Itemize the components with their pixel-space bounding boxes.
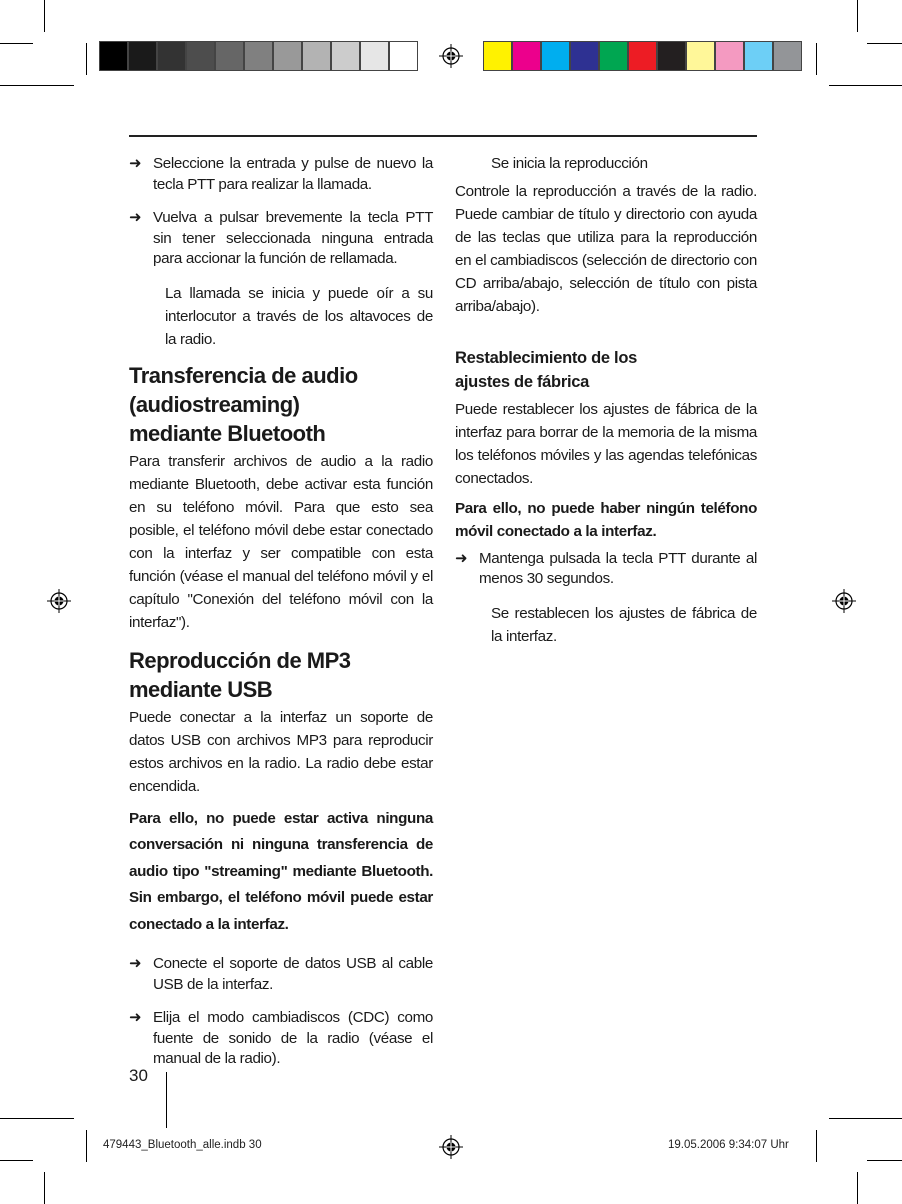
gray-swatch-8: [302, 41, 331, 71]
crop-mark-bottom-right-horizontal-2: [829, 1118, 902, 1119]
color-swatch-3: [541, 41, 570, 71]
color-swatch-9: [715, 41, 744, 71]
body-paragraph: Puede restablecer los ajustes de fábrica de la interfaz para borrar de la memoria de la misma los teléfonos móviles y las agendas telefónicas conectados.: [455, 400, 757, 487]
gray-swatch-1: [99, 41, 128, 71]
registration-mark-bottom: [439, 1135, 463, 1159]
color-swatch-2: [512, 41, 541, 71]
registration-mark-right: [832, 589, 856, 613]
instruction-bullet: [455, 549, 757, 590]
registration-mark-left: [47, 589, 71, 613]
crop-mark-bottom-left-vertical: [44, 1172, 45, 1204]
color-calibration-bar: [483, 41, 802, 71]
arrow-icon: ➜: [129, 1009, 142, 1026]
header-rule: [129, 135, 757, 137]
arrow-icon: ➜: [129, 155, 142, 172]
result-text: La llamada se inicia y puede oír a su interlocutor a través de los altavoces de la radio.: [165, 284, 433, 348]
color-swatch-7: [657, 41, 686, 71]
gray-swatch-4: [186, 41, 215, 71]
footer-file-name: 479443_Bluetooth_alle.indb 30: [103, 1139, 262, 1151]
gray-swatch-3: [157, 41, 186, 71]
crop-mark-top-left-vertical-2: [86, 43, 87, 75]
instruction-bullet: [129, 208, 433, 270]
registration-mark-top: [439, 44, 463, 68]
crop-mark-bottom-right-horizontal: [867, 1160, 902, 1161]
arrow-icon: ➜: [129, 209, 142, 226]
crop-mark-top-right-vertical-2: [816, 43, 817, 75]
arrow-icon: ➜: [455, 549, 468, 567]
color-swatch-4: [570, 41, 599, 71]
instruction-bullet: [129, 1008, 433, 1070]
page-number-guide-line: [166, 1072, 167, 1128]
crop-mark-top-right-vertical: [857, 0, 858, 32]
crop-mark-top-right-horizontal-2: [829, 85, 902, 86]
bold-note: Para ello, no puede estar activa ninguna conversación ni ninguna transferencia de audio tipo "streaming" mediante Bluetooth. Sin embargo, el teléfono móvil puede estar conectado a la interfaz.: [129, 809, 433, 933]
gray-swatch-9: [331, 41, 360, 71]
right-column: [455, 154, 757, 648]
color-swatch-8: [686, 41, 715, 71]
left-column: [129, 154, 433, 1070]
bold-note: Para ello, no puede haber ningún teléfono móvil conectado a la interfaz.: [455, 499, 757, 540]
crop-mark-top-right-horizontal: [867, 43, 902, 44]
crop-mark-top-left-vertical: [44, 0, 45, 32]
result-text: Se restablecen los ajustes de fábrica de la interfaz.: [491, 604, 757, 645]
crop-mark-bottom-left-horizontal: [0, 1160, 33, 1161]
bullet-text: Seleccione la entrada y pulse de nuevo la tecla PTT para realizar la llamada.: [153, 155, 433, 193]
arrow-icon: ➜: [129, 955, 142, 972]
crop-mark-bottom-right-vertical: [857, 1172, 858, 1204]
page-number: 30: [129, 1066, 148, 1085]
section-heading: Reproducción de MP3 mediante USB: [129, 647, 351, 702]
footer-timestamp: 19.05.2006 9:34:07 Uhr: [668, 1139, 789, 1151]
bullet-text: Vuelva a pulsar brevemente la tecla PTT sin tener seleccionada ninguna entrada para accionar la función de rellamada.: [153, 209, 433, 267]
color-swatch-6: [628, 41, 657, 71]
bullet-text: Conecte el soporte de datos USB al cable USB de la interfaz.: [153, 955, 433, 993]
gray-swatch-10: [360, 41, 389, 71]
crop-mark-bottom-right-vertical-2: [816, 1130, 817, 1162]
gray-swatch-7: [273, 41, 302, 71]
color-swatch-10: [744, 41, 773, 71]
crop-mark-top-left-horizontal-2: [0, 85, 74, 86]
bullet-text: Mantenga pulsada la tecla PTT durante al menos 30 segundos.: [479, 549, 757, 587]
crop-mark-bottom-left-horizontal-2: [0, 1118, 74, 1119]
result-text: Se inicia la reproducción: [491, 155, 648, 172]
gray-swatch-2: [128, 41, 157, 71]
bullet-text: Elija el modo cambiadiscos (CDC) como fuente de sonido de la radio (véase el manual de la radio).: [153, 1009, 433, 1067]
gray-swatch-11: [389, 41, 418, 71]
gray-calibration-bar: [99, 41, 418, 71]
gray-swatch-6: [244, 41, 273, 71]
section-heading: Restablecimiento de los ajustes de fábrica: [455, 348, 637, 391]
instruction-bullet: [129, 154, 433, 195]
body-paragraph: Controle la reproducción a través de la radio. Puede cambiar de título y directorio con ayuda de las teclas que utiliza para la reproducción en el cambiadiscos (selección de directorio con CD arriba/abajo, selección de título con pista arriba/abajo).: [455, 182, 757, 315]
body-paragraph: Puede conectar a la interfaz un soporte de datos USB con archivos MP3 para reproducir estos archivos en la radio. La radio debe estar encendida.: [129, 708, 433, 795]
body-paragraph: Para transferir archivos de audio a la radio mediante Bluetooth, debe activar esta función en su teléfono móvil. Para que esto sea posible, el teléfono móvil debe estar conectado con la interfaz y ser compatible con esta función (véase el manual del teléfono móvil y el capítulo "Conexión del teléfono móvil con la interfaz").: [129, 452, 433, 631]
gray-swatch-5: [215, 41, 244, 71]
crop-mark-top-left-horizontal: [0, 43, 33, 44]
crop-mark-bottom-left-vertical-2: [86, 1130, 87, 1162]
section-heading: Transferencia de audio (audiostreaming) mediante Bluetooth: [129, 362, 358, 446]
color-swatch-1: [483, 41, 512, 71]
color-swatch-11: [773, 41, 802, 71]
color-swatch-5: [599, 41, 628, 71]
instruction-bullet: [129, 954, 433, 995]
